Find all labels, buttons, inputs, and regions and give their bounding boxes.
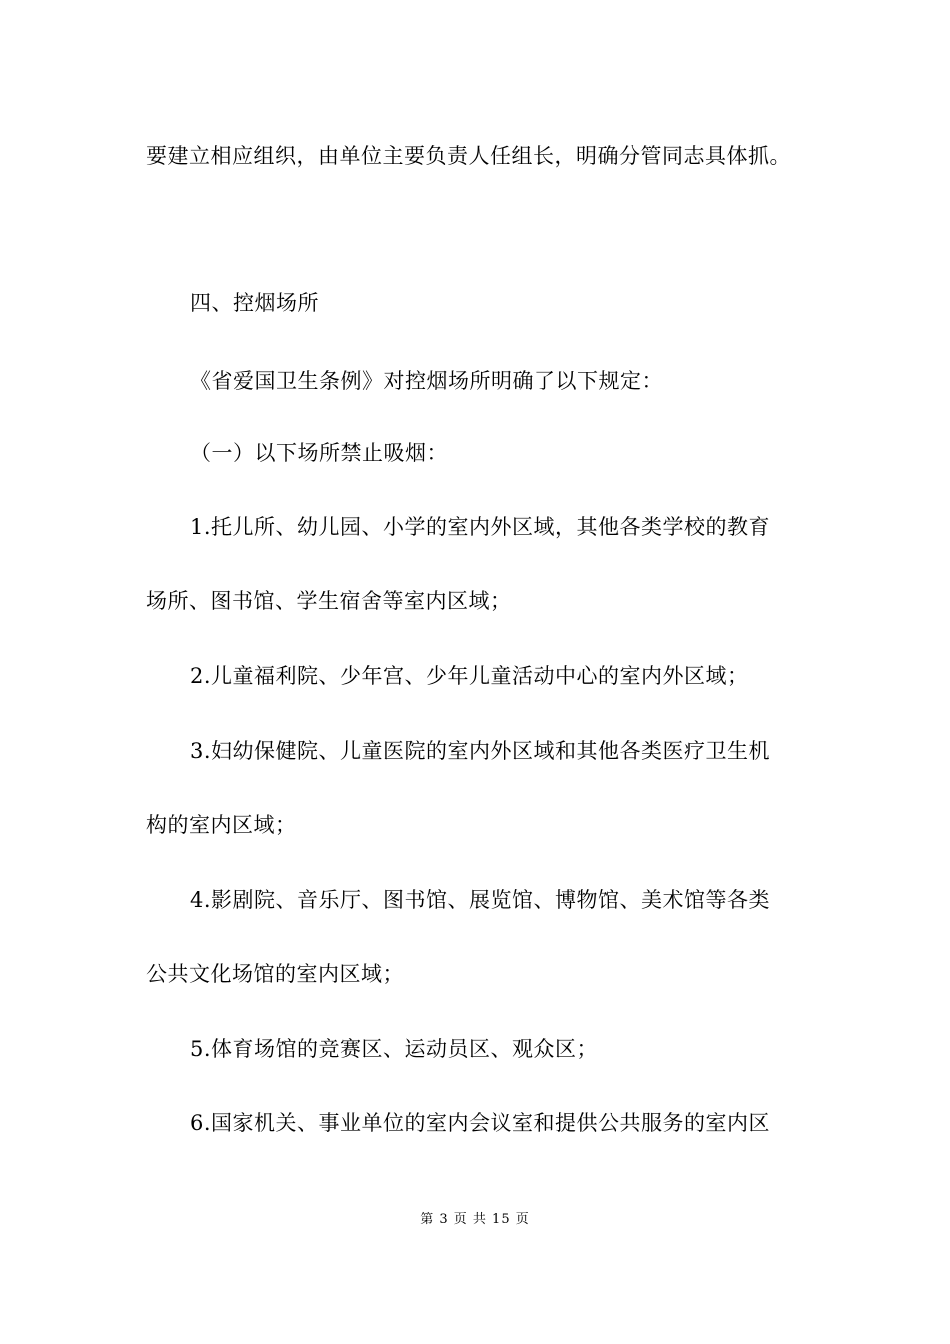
section-heading: 四、控烟场所 (190, 291, 319, 315)
subsection-heading: （一）以下场所禁止吸烟： (190, 441, 448, 465)
list-item-line: 3.妇幼保健院、儿童医院的室内外区域和其他各类医疗卫生机 (190, 739, 771, 763)
list-item-line: 构的室内区域； (146, 813, 297, 837)
list-item-line: 2.儿童福利院、少年宫、少年儿童活动中心的室内外区域； (190, 664, 749, 688)
paragraph-line: 《省爱国卫生条例》对控烟场所明确了以下规定： (190, 369, 663, 393)
list-item-line: 公共文化场馆的室内区域； (146, 962, 404, 986)
list-item-line: 5.体育场馆的竞赛区、运动员区、观众区； (190, 1037, 599, 1061)
list-item-line: 6.国家机关、事业单位的室内会议室和提供公共服务的室内区 (190, 1111, 771, 1135)
list-item-line: 1.托儿所、幼儿园、小学的室内外区域，其他各类学校的教育 (190, 515, 771, 539)
list-item-line: 4.影剧院、音乐厅、图书馆、展览馆、博物馆、美术馆等各类 (190, 888, 771, 912)
list-item-line: 场所、图书馆、学生宿舍等室内区域； (146, 589, 512, 613)
paragraph-line: 要建立相应组织，由单位主要负责人任组长，明确分管同志具体抓。 (146, 144, 791, 168)
page-number-footer: 第 3 页 共 15 页 (420, 1212, 530, 1227)
